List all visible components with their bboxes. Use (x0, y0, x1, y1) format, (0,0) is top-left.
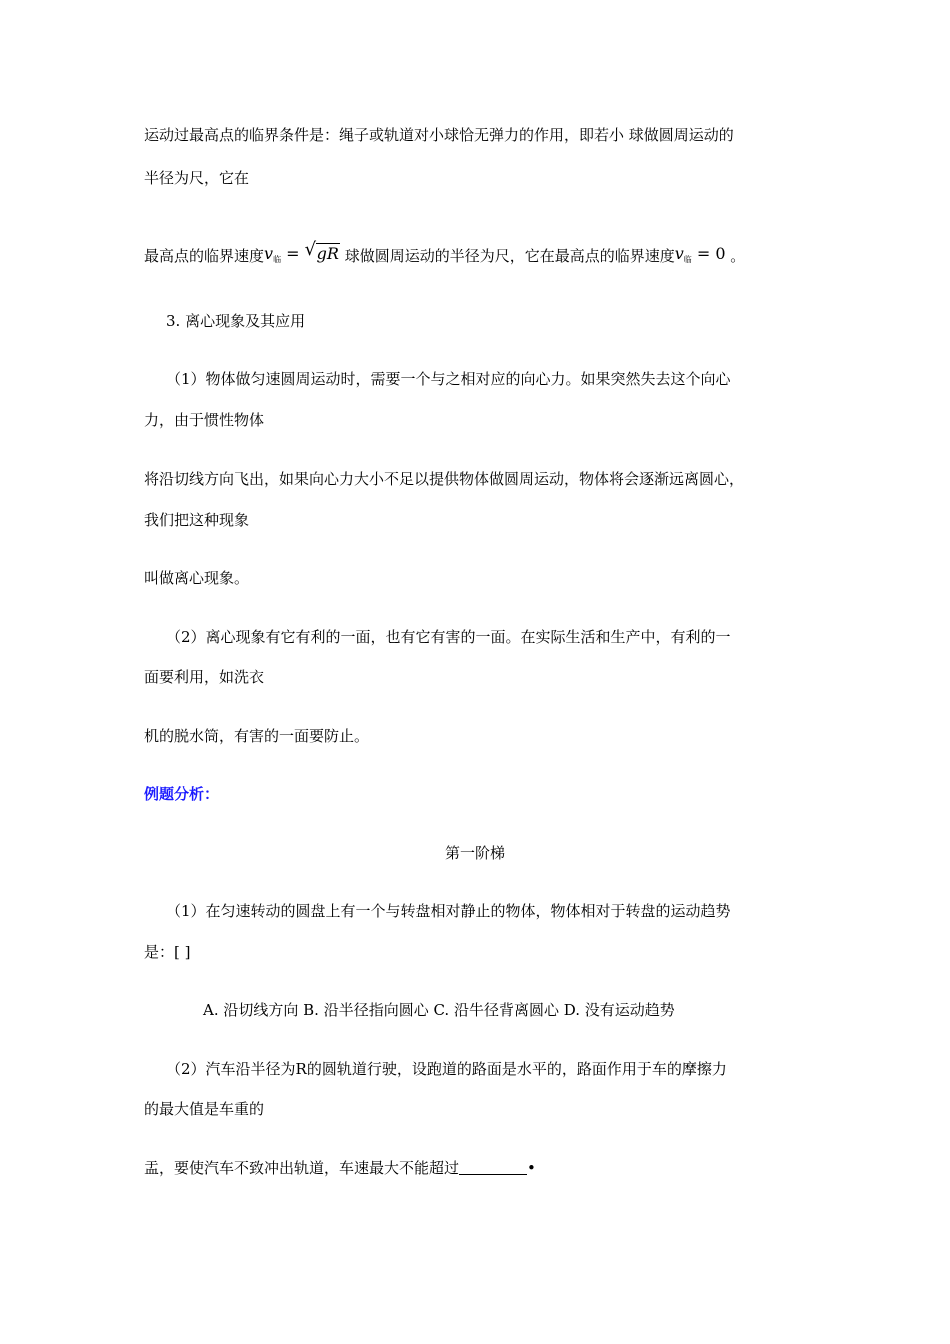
question-2-cont: 的最大值是车重的 (144, 1100, 265, 1118)
paragraph-centrifugal-1-line3: 将沿切线方向飞出，如果向心力大小不足以提供物体做圆周运动，物体将会逐渐远离圆心， (144, 470, 745, 488)
paragraph-critical-condition: 运动过最高点的临界条件是：绳子或轨道对小球恰无弹力的作用，即若小 球做圆周运动的 (144, 126, 734, 144)
formula-critical-speed-sqrt: $v_临$ = √ gR (264, 239, 339, 264)
paragraph-centrifugal-1-cont: 力，由于惯性物体 (144, 411, 265, 429)
paragraph-centrifugal-2-line3: 机的脱水筒，有害的一面要防止。 (144, 727, 370, 745)
question-2-line3-text: 盂，要使汽车不致冲出轨道，车速最大不能超过 (144, 1159, 460, 1177)
question-1: （1）在匀速转动的圆盘上有一个与转盘相对静止的物体，物体相对于转盘的运动趋势 (166, 902, 731, 920)
subheading-first-step: 第一阶梯 (444, 844, 505, 862)
critical-speed-text-b: 球做圆周运动的半径为尺，它在最高点的临界速度 (339, 247, 675, 265)
question-2-line3 (144, 1158, 536, 1178)
question-1-cont: 是：[ ] (144, 943, 191, 961)
paragraph-centrifugal-1-line5: 叫做离心现象。 (144, 569, 250, 587)
section-title-centrifugal: 3. 离心现象及其应用 (166, 312, 306, 330)
paragraph-centrifugal-1: （1）物体做匀速圆周运动时，需要一个与之相对应的向心力。如果突然失去这个向心 (166, 370, 731, 388)
critical-speed-text-c: 。 (725, 247, 746, 265)
formula-critical-speed-zero: $v_临 = 0$ (674, 244, 726, 264)
question-2: （2）汽车沿半径为R的圆轨道行驶，设跑道的路面是水平的，路面作用于车的摩擦力 (166, 1060, 727, 1078)
question-1-options: A. 沿切线方向 B. 沿半径指向圆心 C. 沿牛径背离圆心 D. 没有运动趋势 (203, 1001, 675, 1019)
heading-example-analysis: 例题分析： (144, 785, 220, 803)
paragraph-critical-speed (144, 239, 746, 270)
paragraph-centrifugal-1-line4: 我们把这种现象 (144, 511, 250, 529)
question-2-end-mark: • (527, 1159, 536, 1177)
critical-speed-text-a: 最高点的临界速度 (144, 247, 265, 265)
paragraph-centrifugal-2: （2）离心现象有它有利的一面，也有它有害的一面。在实际生活和生产中，有利的一 (166, 628, 731, 646)
paragraph-critical-condition-cont: 半径为尺，它在 (144, 169, 250, 187)
answer-blank[interactable] (459, 1160, 527, 1175)
paragraph-centrifugal-2-cont: 面要利用，如洗衣 (144, 668, 265, 686)
